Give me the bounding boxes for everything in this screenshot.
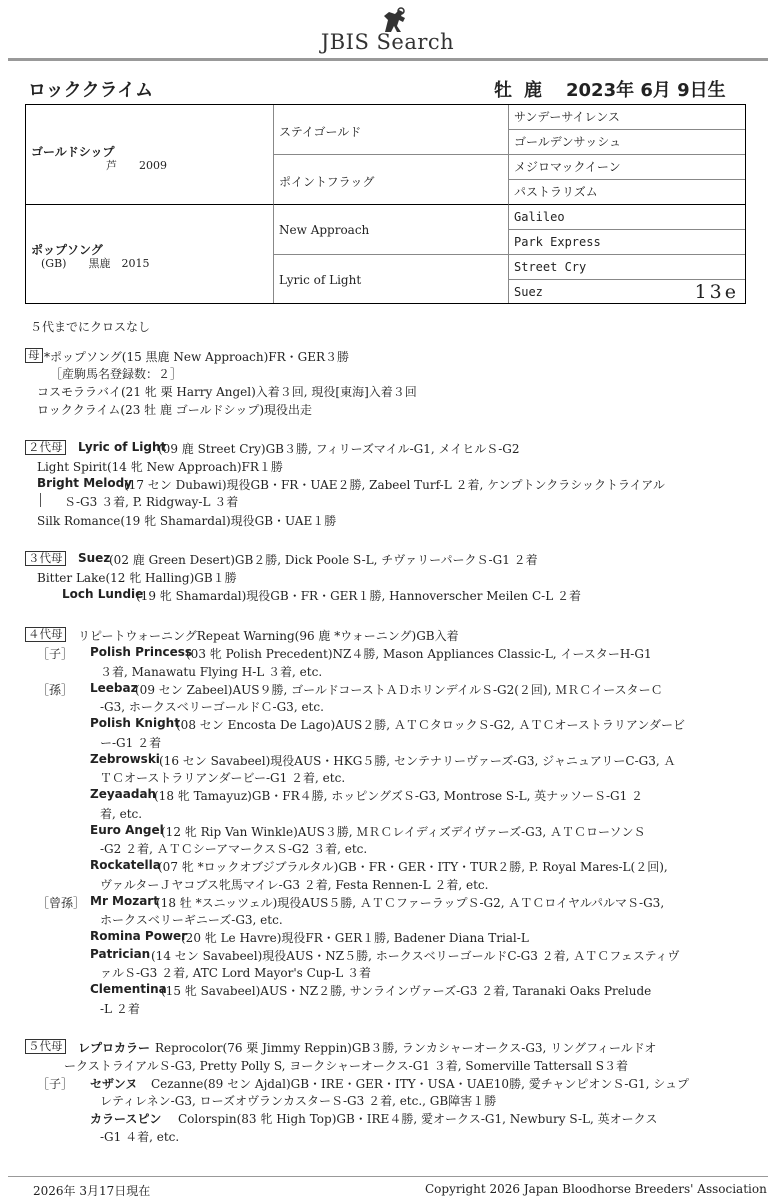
romina-power-record: (20 牝 Le Havre)現役FR・GER１勝, Badener Diana Trial-L [181, 931, 529, 945]
g3-foal-1: Bitter Lake(12 牝 Halling)GB１勝 [37, 571, 237, 585]
ancestor-6[interactable]: Park Express [509, 230, 745, 255]
as-of-date: 2026年 3月17日現在 [33, 1184, 151, 1198]
child-label: ［子］ [37, 647, 74, 661]
zebrowski-record: (16 セン Savabeel)現役AUS・HKG５勝, センテナリーヴァーズ-G3, ジャニュアリーC-G3, Ａ [159, 754, 676, 768]
ancestor-3[interactable]: メジロマックイーン [509, 155, 745, 180]
g5-record: Reprocolor(76 栗 Jimmy Reppin)GB３勝, ランカシャーオークス-G3, リングフィールドオ [155, 1041, 657, 1055]
g3-foal-2-name[interactable]: Loch Lundie [62, 587, 144, 601]
ancestor-2[interactable]: ゴールデンサッシュ [509, 130, 745, 155]
zeyaadah-name[interactable]: Zeyaadah [90, 787, 157, 801]
g3-record: (02 鹿 Green Desert)GB２勝, Dick Poole S-L, チヴァリーパークＳ-G1 ２着 [109, 553, 538, 567]
patrician-record-cont: ァルＳ-G3 ２着, ATC Lord Mayor's Cup-L ３着 [100, 966, 372, 980]
ancestor-5[interactable]: Galileo [509, 205, 745, 230]
romina-power-name[interactable]: Romina Power [90, 929, 188, 943]
horse-header [28, 76, 748, 100]
cross-note: ５代までにクロスなし [30, 320, 151, 334]
horse-birthdate: 2023年 6月 9日生 [566, 80, 726, 101]
dam-line: *ポップソング(15 黒鹿 New Approach)FR・GER３勝 [44, 350, 350, 364]
clementina-record: (15 牝 Savabeel)AUS・NZ２勝, サンラインヴァーズ-G3 ２着, Taranaki Oaks Prelude [161, 984, 652, 998]
g5-record-cont: ークストライアルＳ-G3, Pretty Polly S, ヨークシャーオークス-G1 ３着, Somerville Tattersall S３着 [64, 1059, 628, 1073]
polish-knight-record: (08 セン Encosta De Lago)AUS２勝, ＡＴＣタロックＳ-G2, ＡＴＣオーストラリアンダービ [176, 718, 685, 732]
sire-name[interactable]: ゴールドシップ [31, 145, 115, 159]
dam-name[interactable]: ポップソング [31, 243, 103, 257]
g5-name[interactable]: レプロカラー [78, 1041, 151, 1055]
colorspin-record-cont: -G1 ４着, etc. [100, 1130, 180, 1144]
euro-angel-name[interactable]: Euro Angel [90, 823, 164, 837]
patrician-name[interactable]: Patrician [90, 947, 151, 961]
cezanne-record: Cezanne(89 セン Ajdal)GB・IRE・GER・ITY・USA・UAE10勝, 愛チャンピオンＳ-G1, シュプ [151, 1077, 690, 1091]
sire-dam-cell[interactable] [274, 155, 509, 205]
dam-label: 母 [25, 348, 43, 363]
rockatella-name[interactable]: Rockatella [90, 858, 161, 872]
inbreeding-mark: 13e [694, 281, 739, 303]
g5-child-label: ［子］ [37, 1077, 74, 1091]
g4-child-1-name[interactable]: Polish Princess [90, 645, 193, 659]
sire-dam[interactable]: ポイントフラッグ [279, 175, 375, 189]
dam-dam[interactable]: Lyric of Light [279, 273, 362, 287]
g4-label: ４代母 [25, 627, 66, 642]
horse-color: 鹿 [524, 80, 542, 101]
copyright: Copyright 2026 Japan Bloodhorse Breeders' Association [425, 1182, 767, 1196]
rockatella-record: (07 牝 *ロックオブジブラルタル)GB・FR・GER・ITY・TUR２勝, P. Royal Mares-L(２回), [158, 860, 668, 874]
ancestor-1[interactable]: サンデーサイレンス [509, 105, 745, 130]
zebrowski-name[interactable]: Zebrowski [90, 752, 160, 766]
indent-bar [40, 493, 41, 507]
mr-mozart-name[interactable]: Mr Mozart [90, 894, 159, 908]
colorspin-jp-name[interactable]: カラースピン [90, 1112, 162, 1126]
pedigree-table [25, 104, 746, 304]
g2-name[interactable]: Lyric of Light [78, 440, 167, 454]
g2-foal-2-record: (17 セン Dubawi)現役GB・FR・UAE２勝, Zabeel Turf-L ２着, ケンプトンクラシックトライアル [124, 478, 665, 492]
polish-knight-record-cont: ー-G1 ２着 [100, 736, 162, 750]
g2-foal-3: Silk Romance(19 牝 Shamardal)現役GB・UAE１勝 [37, 514, 337, 528]
euro-angel-record-cont: -G2 ２着, ＡＴＣシーアマークスＳ-G2 ３着, etc. [100, 842, 368, 856]
horse-name: ロッククライム [28, 80, 154, 101]
sire-sire[interactable]: ステイゴールド [279, 125, 362, 139]
g4-line: リピートウォーニングRepeat Warning(96 鹿 *ウォーニング)GB入着 [78, 629, 459, 643]
mr-mozart-record-cont: ホークスベリーギニーズ-G3, etc. [100, 913, 283, 927]
sibling-2: ロッククライム(23 牡 鹿 ゴールドシップ)現役出走 [37, 403, 312, 417]
great-grandchild-label: ［曾孫］ [37, 896, 86, 910]
ancestor-8[interactable]: Suez [514, 285, 543, 299]
cezanne-name[interactable]: セザンヌ [90, 1077, 138, 1091]
g4-child-1-record: (03 牝 Polish Precedent)NZ４勝, Mason Appliances Classic-L, イースターH-G1 [186, 647, 652, 661]
patrician-record: (14 セン Savabeel)現役AUS・NZ５勝, ホークスベリーゴールドC-G3 ２着, ＡＴＣフェスティヴ [151, 949, 680, 963]
dam-sire[interactable]: New Approach [279, 223, 370, 237]
sire-cell[interactable] [26, 105, 274, 205]
sibling-1: コスモララバイ(21 牝 栗 Harry Angel)入着３回, 現役[東海]入着３回 [37, 385, 417, 399]
ancestor-4[interactable]: パストラリズム [509, 180, 745, 205]
mr-mozart-record: (18 牡 *スニッツェル)現役AUS５勝, ＡＴＣファーラップＳ-G2, ＡＴＣロイヤルパルマＳ-G3, [156, 896, 665, 910]
clementina-record-cont: -L ２着 [100, 1002, 140, 1016]
g3-name[interactable]: Suez [78, 551, 111, 565]
sire-info: 芦 2009 [106, 159, 167, 172]
g3-label: ３代母 [25, 551, 66, 566]
zebrowski-record-cont: ＴＣオーストラリアンダービー-G1 ２着, etc. [100, 771, 346, 785]
horse-sex: 牡 [494, 80, 512, 101]
colorspin-record: Colorspin(83 牝 High Top)GB・IRE４勝, 愛オークス-G1, Newbury S-L, 英オークス [178, 1112, 658, 1126]
euro-angel-record: (12 牝 Rip Van Winkle)AUS３勝, ＭＲＣレイディズデイヴァーズ-G3, ＡＴＣローソンＳ [161, 825, 646, 839]
dam-cell[interactable] [26, 205, 274, 303]
zeyaadah-record-cont: 着, etc. [100, 807, 143, 821]
g2-foal-2-name[interactable]: Bright Melody [37, 476, 133, 490]
g3-foal-2-record: (19 牝 Shamardal)現役GB・FR・GER１勝, Hannoverscher Meilen C-L ２着 [136, 589, 581, 603]
dam-dam-cell[interactable] [274, 255, 509, 303]
g2-foal-1: Light Spirit(14 牝 New Approach)FR１勝 [37, 460, 283, 474]
ancestor-8-cell [509, 280, 745, 303]
leebaz-name[interactable]: Leebaz [90, 681, 138, 695]
logo-text: JBIS Search [320, 30, 455, 54]
top-divider [8, 58, 768, 61]
g2-label: ２代母 [25, 440, 66, 455]
clementina-name[interactable]: Clementina [90, 982, 167, 996]
foal-count: ［産駒馬名登録数：２］ [50, 367, 183, 381]
g4-child-1-record-cont: ３着, Manawatu Flying H-L ３着, etc. [100, 665, 323, 679]
cezanne-record-cont: レティレネン-G3, ローズオヴランカスターＳ-G3 ２着, etc., GB障害１勝 [100, 1094, 497, 1108]
dam-sire-cell[interactable] [274, 205, 509, 255]
bottom-divider [8, 1176, 768, 1177]
zeyaadah-record: (18 牝 Tamayuz)GB・FR４勝, ホッピングズＳ-G3, Montrose S-L, 英ナッソーＳ-G1 ２ [154, 789, 644, 803]
rockatella-record-cont: ヴァルターＪヤコブス牝馬マイレ-G3 ２着, Festa Rennen-L ２着, etc. [100, 878, 489, 892]
polish-knight-name[interactable]: Polish Knight [90, 716, 180, 730]
dam-info: (GB) 黒鹿 2015 [41, 257, 150, 270]
leebaz-record-cont: -G3, ホークスベリーゴールドＣ-G3, etc. [100, 700, 324, 714]
g5-label: ５代母 [25, 1039, 66, 1054]
sire-sire-cell[interactable] [274, 105, 509, 155]
g2-foal-2-record-cont: Ｓ-G3 ３着, P. Ridgway-L ３着 [64, 495, 239, 509]
ancestor-7[interactable]: Street Cry [509, 255, 745, 280]
grandchild-label: ［孫］ [37, 683, 74, 697]
leebaz-record: (09 セン Zabeel)AUS９勝, ゴールドコーストＡＤホリンデイルＳ-G2(２回), ＭＲＣイースターＣ [135, 683, 663, 697]
g2-record: (09 鹿 Street Cry)GB３勝, フィリーズマイル-G1, メイヒルＳ-G2 [158, 442, 520, 456]
